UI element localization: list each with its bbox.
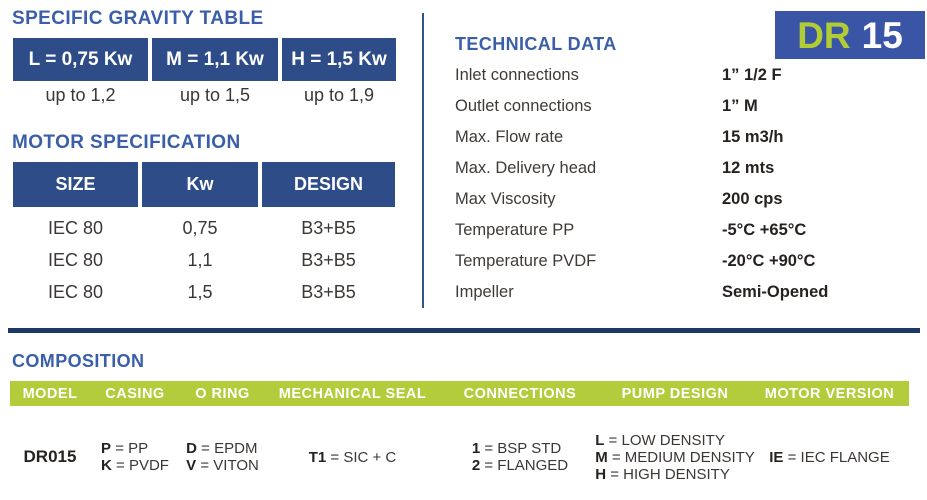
- motor-cell: IEC 80: [47, 250, 104, 270]
- motor-cell: B3+B5: [301, 282, 356, 302]
- motor-cell: 0,75: [182, 218, 218, 238]
- composition-cell-oring: [180, 426, 265, 488]
- motor-row: [13, 277, 395, 308]
- spec-row: [455, 122, 915, 153]
- spec-value: 200 cps: [722, 190, 783, 208]
- composition-header-row: [10, 381, 909, 406]
- badge-model-number: 15: [861, 14, 903, 56]
- gravity-header-cell: H = 1,5 Kw: [282, 38, 396, 81]
- spec-value: 1” 1/2 F: [722, 66, 782, 84]
- legend-line: K = PVDF: [101, 457, 169, 474]
- composition-cell-motor-version: [750, 426, 909, 488]
- legend-line: V = VITON: [186, 457, 259, 474]
- technical-data-title: TECHNICAL DATA: [455, 34, 617, 54]
- legend-line: IE = IEC FLANGE: [769, 448, 890, 466]
- legend-line: H = HIGH DENSITY: [595, 465, 730, 483]
- composition-cell-casing: [90, 426, 180, 488]
- motor-row: [13, 245, 395, 276]
- motor-spec-title: MOTOR SPECIFICATION: [12, 132, 241, 153]
- composition-cell-seal: [265, 426, 440, 488]
- composition-header-cell: PUMP DESIGN: [621, 385, 729, 402]
- specific-gravity-title: SPECIFIC GRAVITY TABLE: [12, 8, 264, 29]
- composition-cell-pump-design: [595, 426, 755, 488]
- spec-label: Max. Delivery head: [455, 159, 597, 177]
- spec-value: 1” M: [722, 97, 758, 115]
- legend-line: T1 = SIC + C: [308, 448, 397, 466]
- composition-header-cell: CONNECTIONS: [463, 385, 577, 402]
- spec-row: [455, 184, 915, 215]
- legend-line: M = MEDIUM DENSITY: [595, 448, 755, 466]
- spec-value: -5°C +65°C: [722, 221, 807, 239]
- motor-cell: B3+B5: [301, 250, 356, 270]
- motor-cell: B3+B5: [301, 218, 356, 238]
- composition-header-cell: MODEL: [22, 385, 78, 402]
- spec-row: [455, 60, 915, 91]
- gravity-value-cell: up to 1,2: [45, 84, 116, 105]
- motor-header-cell: Kw: [142, 162, 258, 207]
- gravity-header-cell: M = 1,1 Kw: [152, 38, 278, 81]
- motor-header-cell: SIZE: [13, 162, 138, 207]
- motor-row: [13, 213, 395, 244]
- spec-row: [455, 91, 915, 122]
- motor-cell: IEC 80: [47, 218, 104, 238]
- spec-row: [455, 246, 915, 277]
- legend-line: L = LOW DENSITY: [595, 431, 725, 449]
- spec-row: [455, 277, 915, 308]
- motor-header-row: [13, 162, 395, 207]
- spec-label: Impeller: [455, 283, 514, 301]
- gravity-header-row: [13, 38, 396, 81]
- composition-cell-connections: [440, 426, 600, 488]
- legend-line: 1 = BSP STD: [471, 440, 562, 457]
- motor-cell: 1,5: [187, 282, 213, 302]
- badge-model-prefix: DR: [797, 14, 851, 56]
- composition-legend-row: [10, 426, 909, 488]
- vertical-divider: [422, 13, 424, 308]
- legend-line: D = EPDM: [186, 440, 258, 457]
- model-badge: [775, 11, 925, 59]
- motor-cell: 1,1: [187, 250, 213, 270]
- spec-value: 12 mts: [722, 159, 775, 177]
- legend-line: P = PP: [101, 440, 149, 457]
- spec-value: Semi-Opened: [722, 283, 829, 301]
- legend-line: 2 = FLANGED: [471, 457, 569, 474]
- motor-header-cell: DESIGN: [262, 162, 395, 207]
- motor-cell: IEC 80: [47, 282, 104, 302]
- spec-value: -20°C +90°C: [722, 252, 816, 270]
- spec-row: [455, 153, 915, 184]
- spec-value: 15 m3/h: [722, 128, 784, 146]
- composition-cell-model: [10, 426, 90, 488]
- composition-header-cell: MOTOR VERSION: [764, 385, 895, 402]
- technical-data-list: [455, 60, 915, 308]
- composition-header-cell: MECHANICAL SEAL: [278, 385, 427, 402]
- composition-header-cell: O RING: [195, 385, 250, 402]
- composition-title: COMPOSITION: [12, 351, 145, 371]
- section-divider: [8, 328, 920, 333]
- gravity-value-row: [13, 84, 396, 106]
- gravity-value-cell: up to 1,9: [303, 84, 375, 105]
- gravity-header-cell: L = 0,75 Kw: [13, 38, 148, 81]
- spec-label: Outlet connections: [455, 97, 592, 115]
- model-code: DR015: [23, 447, 77, 466]
- gravity-value-cell: up to 1,5: [179, 84, 251, 105]
- spec-label: Temperature PP: [455, 221, 575, 239]
- composition-header-cell: CASING: [105, 385, 165, 402]
- spec-label: Max. Flow rate: [455, 128, 564, 146]
- spec-row: [455, 215, 915, 246]
- spec-label: Temperature PVDF: [455, 252, 597, 270]
- spec-label: Inlet connections: [455, 66, 579, 84]
- spec-label: Max Viscosity: [455, 190, 556, 208]
